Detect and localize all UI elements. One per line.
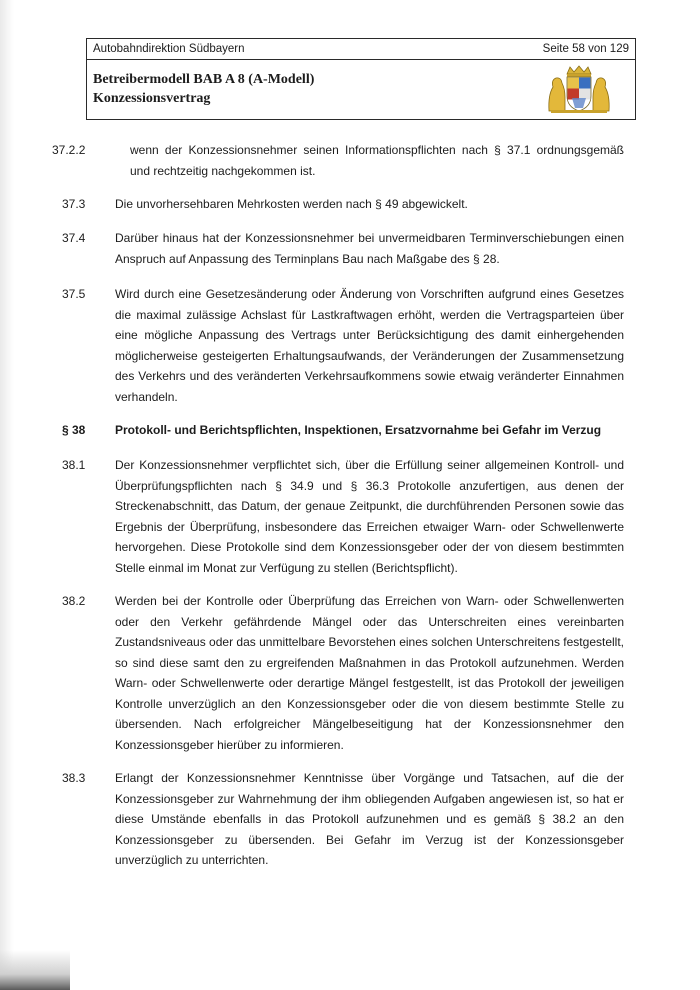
paragraph-text: Die unvorhersehbaren Mehrkosten werden nach § 49 abgewickelt. (115, 197, 468, 211)
document-title-line1: Betreibermodell BAB A 8 (A-Modell) (93, 72, 315, 87)
paragraph-number: 38.1 (62, 458, 86, 472)
document-title-line2: Konzessionsvertrag (93, 91, 211, 106)
organization-name: Autobahndirektion Südbayern (93, 43, 245, 55)
section-title: Protokoll- und Berichtspflichten, Inspektionen, Ersatzvornahme bei Gefahr im Verzug (115, 423, 602, 437)
header-top-row (87, 39, 635, 60)
scan-shadow-corner (0, 950, 70, 990)
paragraph-text: Wird durch eine Gesetzesänderung oder Änderung von Vorschriften aufgrund eines Gesetzes die maximal zulässige Achslast für Lastkraftwagen erhöht, werden die Vertragsparteien über eine mögliche Anpassung des Vertrags unter Berücksichtigung des damit einhergehenden möglicherweise gesteigerten Erhaltungsaufwands, der Veränderungen der Zusammensetzung des Verkehrs und des veränderten Verkehrsaufkommens sowie etwaig veränderter Einnahmen verhandeln. (115, 287, 624, 404)
paragraph-number: 37.2.2 (52, 143, 86, 157)
document-title (93, 70, 314, 108)
paragraph-text: Der Konzessionsnehmer verpflichtet sich, über die Erfüllung seiner allgemeinen Kontroll- und Überprüfungspflichten nach § 34.9 und § 36.3 Protokolle anzufertigen, aus denen der Streckenabschnitt, das Datum, der genaue Zeitpunkt, die durchführenden Personen sowie das Ergebnis der Überprüfung, insbesondere das Erreichen etwaiger Warn- oder Schwellenwerte hervorgehen. Diese Protokolle sind dem Konzessionsgeber oder der von diesem bestimmten Stelle einmal im Monat zur Verfügung zu stellen (Berichtspflicht). (115, 458, 624, 575)
paragraph-text: Darüber hinaus hat der Konzessionsnehmer bei unvermeidbaren Terminverschiebungen einen Anspruch auf Anpassung des Terminplans Bau nach Maßgabe des § 28. (115, 231, 624, 266)
paragraph-38-2 (0, 591, 700, 756)
paragraph-number: 37.4 (62, 231, 86, 245)
paragraph-number: 37.5 (62, 287, 86, 301)
paragraph-37-4 (0, 228, 700, 270)
paragraph-37-2-2 (0, 140, 700, 182)
paragraph-text: Werden bei der Kontrolle oder Überprüfung das Erreichen von Warn- oder Schwellenwerten oder den Verkehr gefährdende Mängel oder das Unterschreiten eines vereinbarten Zustandsniveaus oder das unmittelbare Bevorstehen eines solchen Unterschreitens festgestellt, so sind diese samt den zu ergreifenden Maßnahmen in das Protokoll aufzunehmen. Werden Warn- oder Schwellenwerte oder derartige Mängel festgestellt, ist das Protokoll der jeweiligen Kontrolle unverzüglich an den Konzessionsgeber oder die von diesem bestimmte Stelle zu übersenden. Nach erfolgreicher Mängelbeseitigung hat der Konzessionsnehmer den Konzessionsgeber hierüber zu informieren. (115, 594, 624, 752)
section-heading-38 (0, 420, 700, 441)
paragraph-number: 38.2 (62, 594, 86, 608)
paragraph-number: 38.3 (62, 771, 86, 785)
header-title-row (87, 60, 635, 120)
paragraph-38-1 (0, 455, 700, 579)
page-header (86, 38, 636, 120)
paragraph-text: Erlangt der Konzessionsnehmer Kenntnisse über Vorgänge und Tatsachen, auf die der Konzessionsgeber zur Wahrnehmung der ihm obliegenden Aufgaben angewiesen ist, so hat er diese Umstände ebenfalls in das Protokoll aufzunehmen und es gemäß § 38.2 an den Konzessionsgeber zu übersenden. Bei Gefahr im Verzug ist der Konzessionsgeber unverzüglich zu unterrichten. (115, 771, 624, 867)
paragraph-number: 37.3 (62, 197, 86, 211)
paragraph-text: wenn der Konzessionsnehmer seinen Informationspflichten nach § 37.1 ordnungsgemäß und rechtzeitig nachgekommen ist. (130, 143, 624, 178)
bavarian-coat-of-arms-icon (545, 65, 613, 115)
paragraph-37-3 (0, 194, 700, 215)
paragraph-37-5 (0, 284, 700, 408)
page-number: Seite 58 von 129 (542, 43, 629, 55)
section-number: § 38 (62, 423, 86, 437)
paragraph-38-3 (0, 768, 700, 872)
